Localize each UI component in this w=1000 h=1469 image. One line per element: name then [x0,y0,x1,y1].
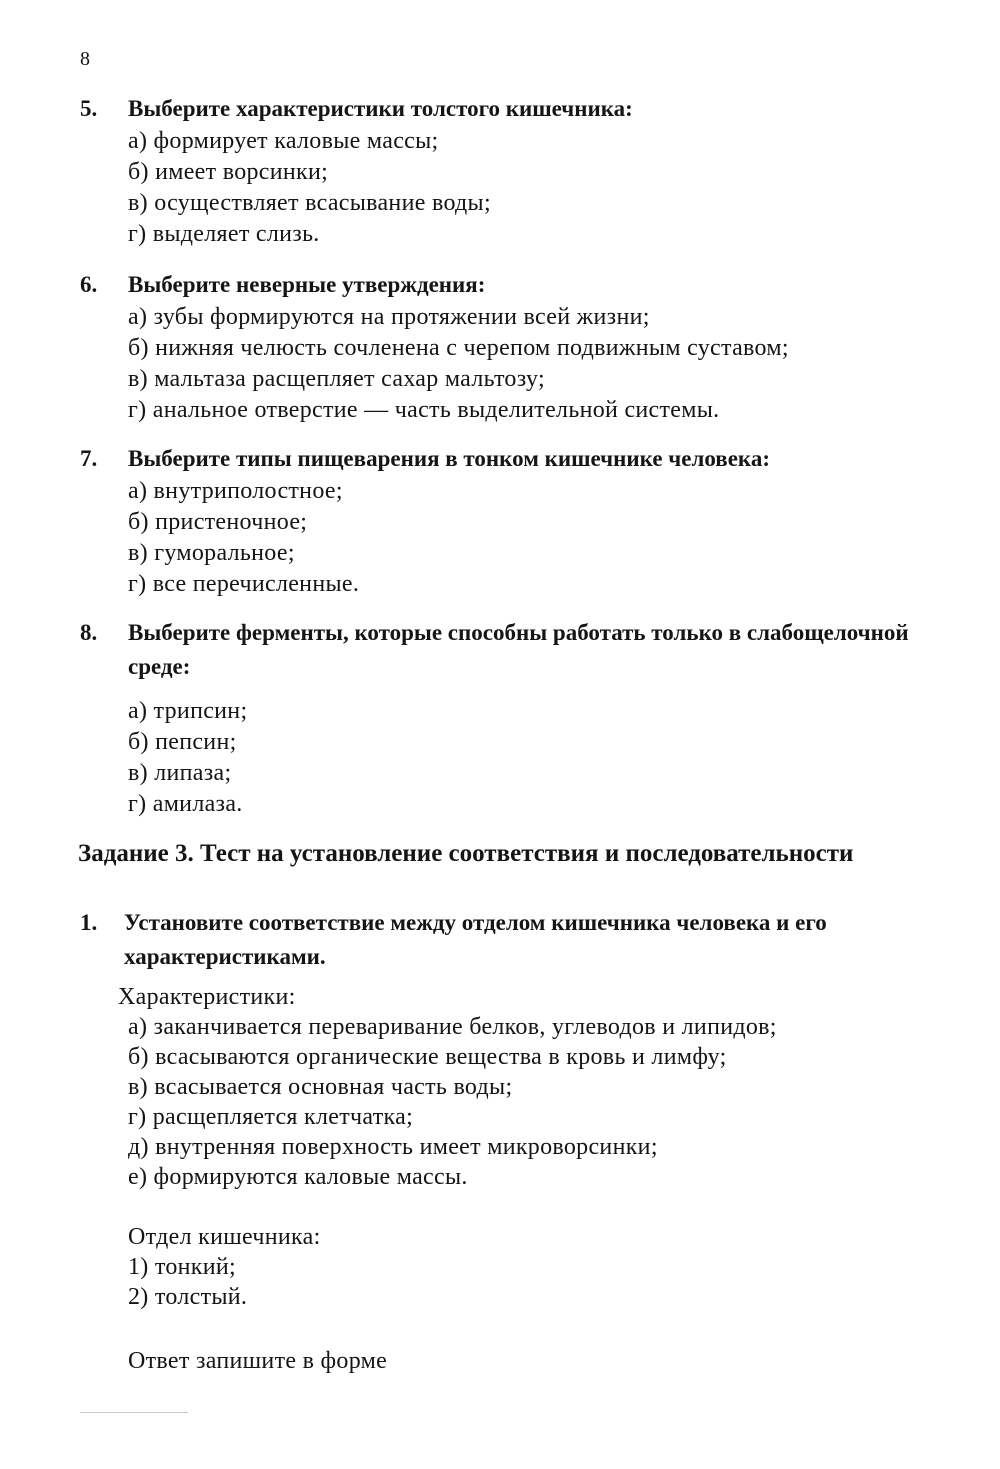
page-number: 8 [80,48,90,70]
option-d: г) амилаза. [128,791,243,817]
characteristic-c: в) всасывается основная часть воды; [128,1074,513,1100]
section-option-1: 1) тонкий; [128,1254,237,1280]
option-a: а) зубы формируются на протяжении всей жизни; [128,304,650,330]
question-text: Выберите ферменты, которые способны работать только в слабощелочной среде: [128,620,909,679]
option-b: б) пепсин; [128,729,237,755]
option-b: б) пристеночное; [128,509,308,535]
question-number: 8. [80,620,98,645]
question-text: Выберите типы пищеварения в тонком кишечнике человека: [128,446,770,471]
question-5 [80,92,940,250]
option-d: г) анальное отверстие — часть выделительной системы. [128,397,720,423]
question-6 [80,268,940,426]
option-c: в) гуморальное; [128,540,295,566]
question-text: Выберите неверные утверждения: [128,272,486,297]
question-number: 7. [80,446,98,471]
answer-prompt: Ответ запишите в форме [128,1348,388,1374]
option-a: а) внутриполостное; [128,478,343,504]
characteristic-f: е) формируются каловые массы. [128,1164,468,1190]
option-a: а) формирует каловые массы; [128,128,439,154]
characteristic-a: а) заканчивается переваривание белков, углеводов и липидов; [128,1014,777,1040]
characteristic-b: б) всасываются органические вещества в кровь и лимфу; [128,1044,727,1070]
question-number: 1. [80,910,98,935]
section-option-2: 2) толстый. [128,1284,248,1310]
option-b: б) нижняя челюсть сочленена с черепом подвижным суставом; [128,335,789,361]
sections-label: Отдел кишечника: [128,1224,321,1250]
question-8 [80,616,940,820]
question-number: 5. [80,96,98,121]
option-a: а) трипсин; [128,698,248,724]
question-text: Выберите характеристики толстого кишечника: [128,96,633,121]
section-title: Задание 3. Тест на установление соответствия и последовательности [78,840,854,867]
option-d: г) все перечисленные. [128,571,360,597]
option-c: в) липаза; [128,760,232,786]
section-question-1 [80,906,940,1376]
option-c: в) осуществляет всасывание воды; [128,190,491,216]
characteristic-d: г) расщепляется клетчатка; [128,1104,414,1130]
question-number: 6. [80,272,98,297]
option-c: в) мальтаза расщепляет сахар мальтозу; [128,366,545,392]
option-d: г) выделяет слизь. [128,221,320,247]
characteristics-label: Характеристики: [118,984,296,1010]
bottom-divider [80,1412,188,1413]
option-b: б) имеет ворсинки; [128,159,329,185]
question-7 [80,442,940,600]
question-text: Установите соответствие между отделом кишечника человека и его характеристиками. [124,910,827,969]
characteristic-e: д) внутренняя поверхность имеет микроворсинки; [128,1134,658,1160]
